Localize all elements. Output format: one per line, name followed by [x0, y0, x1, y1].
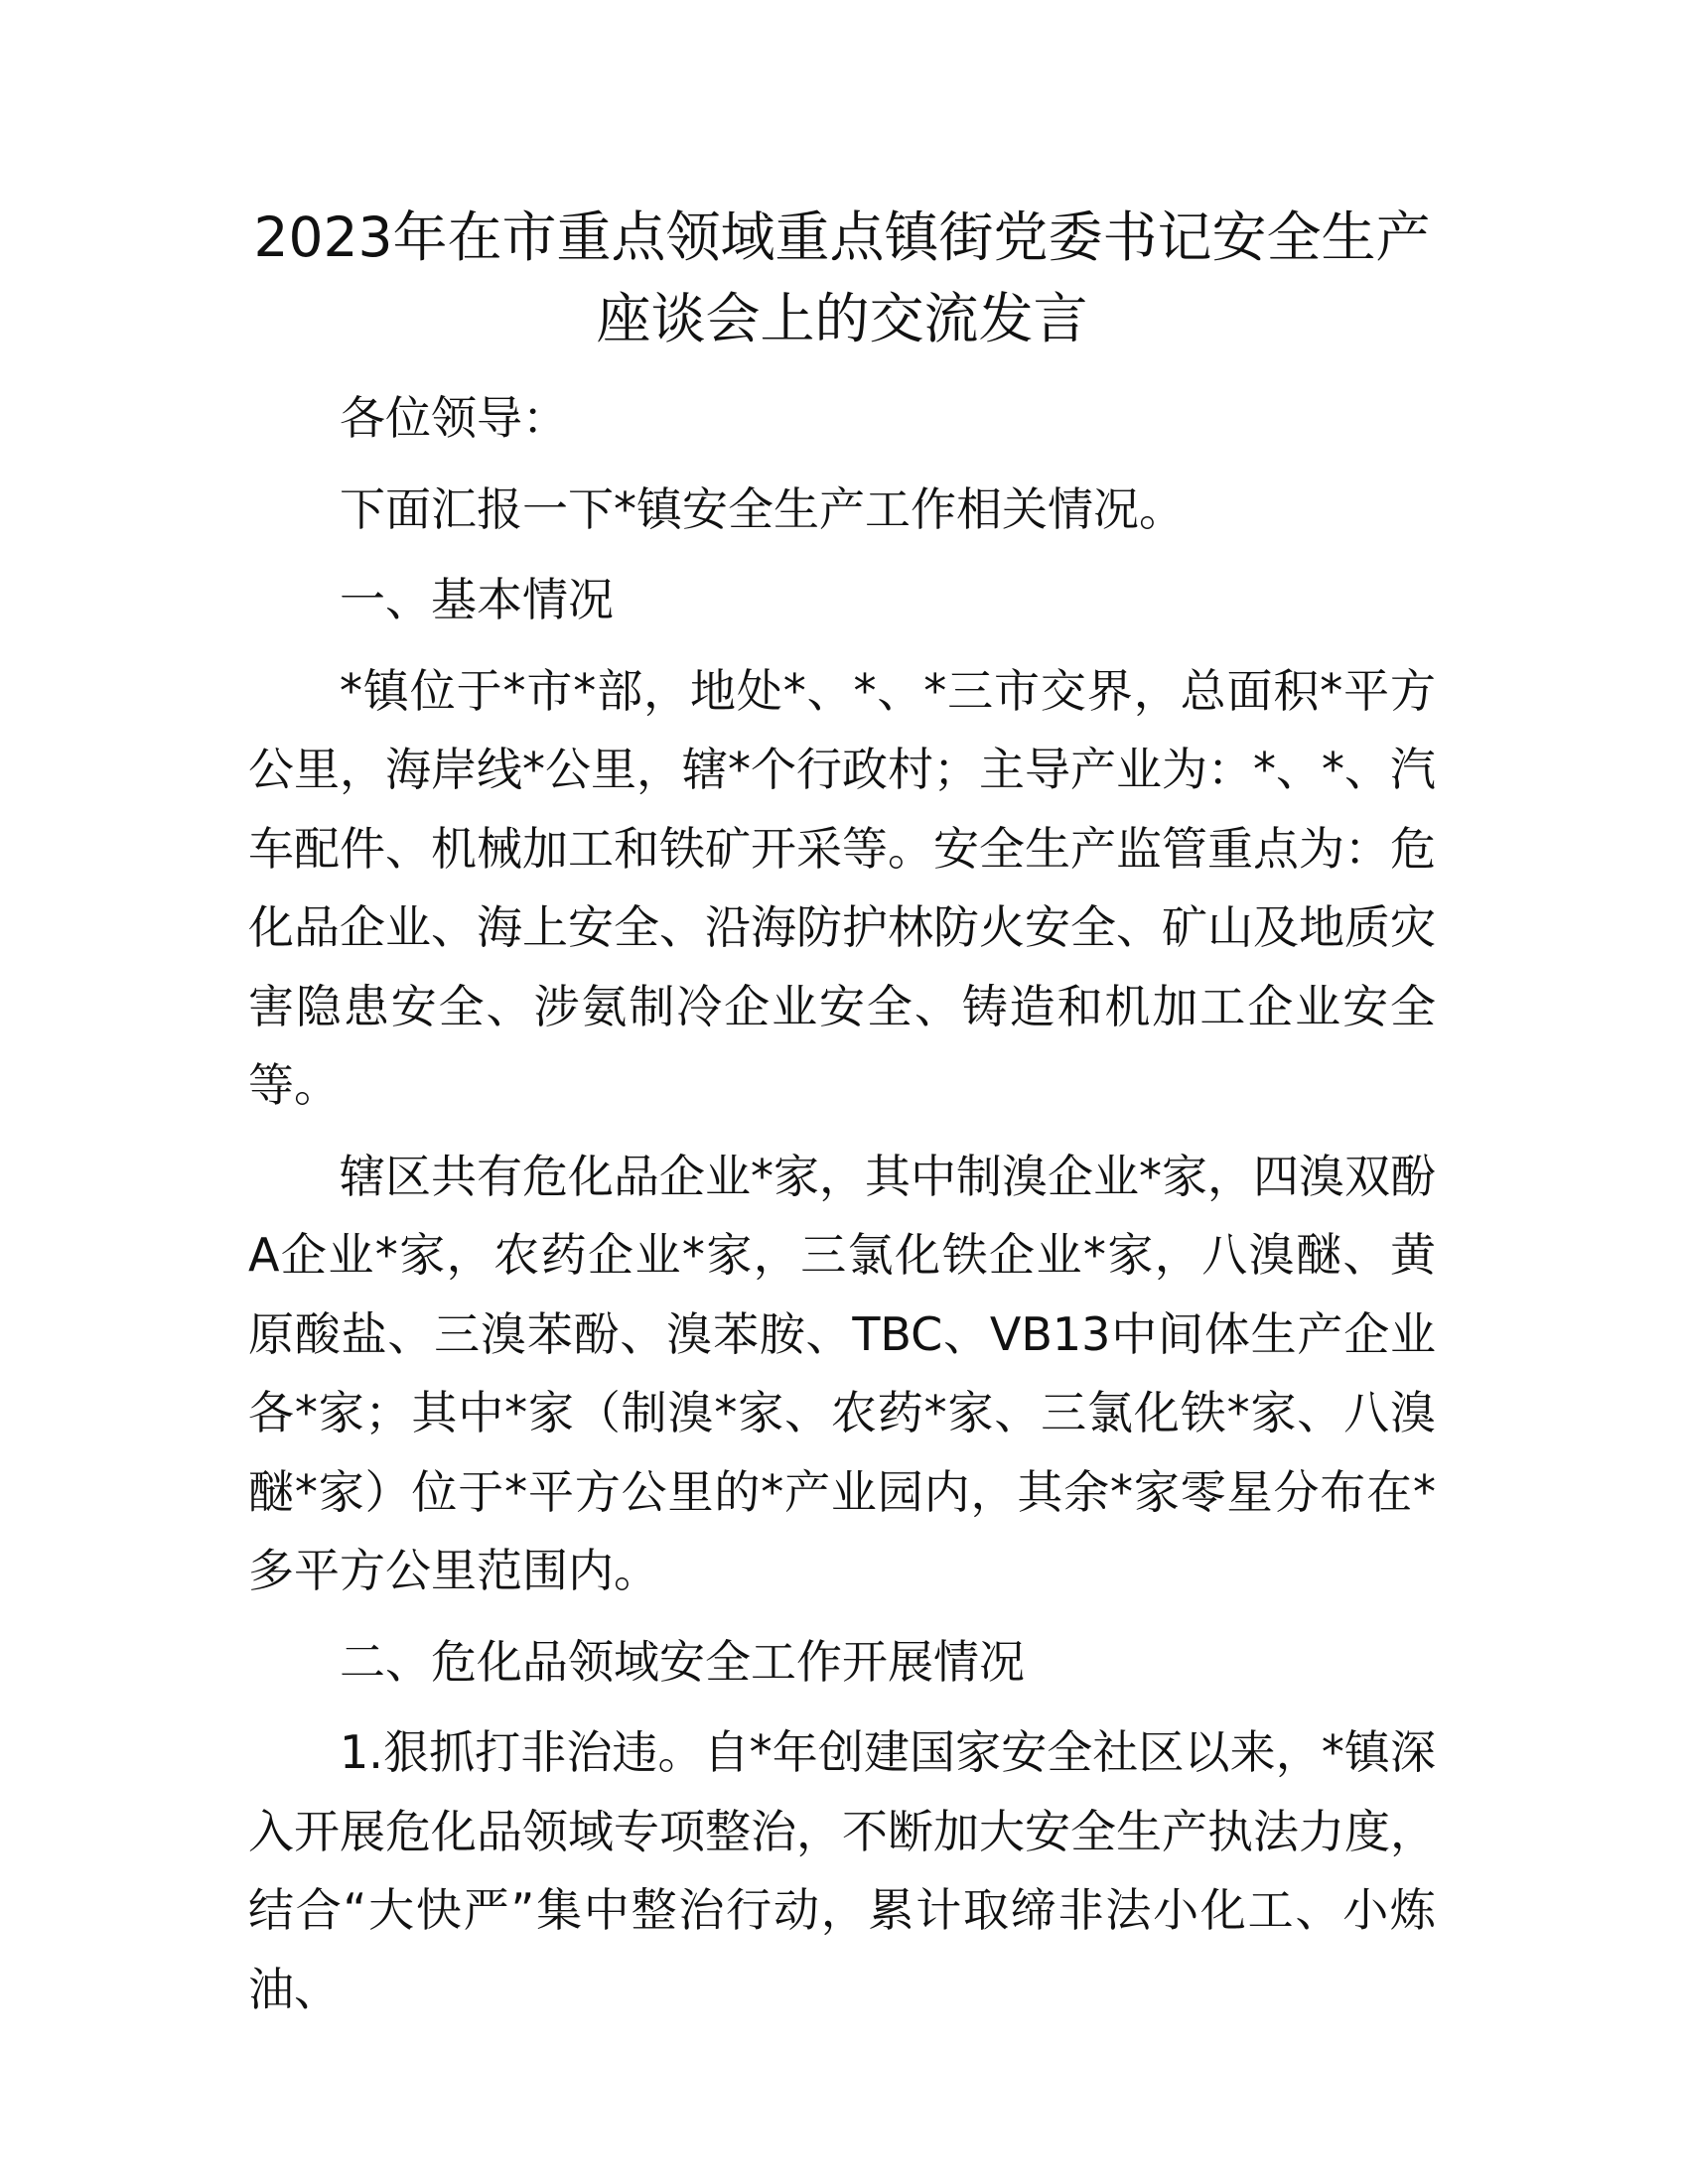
document-title: 2023年在市重点领域重点镇街党委书记安全生产座谈会上的交流发言 [253, 205, 1431, 350]
section-heading-safety-work: 二、危化品领域安全工作开展情况 [340, 1634, 1025, 1689]
salutation: 各位领导： [340, 391, 568, 445]
paragraph-town-overview: *镇位于*市*部，地处*、*、*三市交界，总面积*平方公里，海岸线*公里，辖*个行政村；主导产业为：*、*、汽车配件、机械加工和铁矿开采等。安全生产监管重点为：危化品企业、海上安全、沿海防护林防火安全、矿山及地质灾害隐患安全、涉氨制冷企业安全、铸造和机加工企业安全等。 [248, 663, 1436, 1112]
paragraph-hazardous-enterprises: 辖区共有危化品企业*家，其中制溴企业*家，四溴双酚A企业*家，农药企业*家，三氯化铁企业*家，八溴醚、黄原酸盐、三溴苯酚、溴苯胺、TBC、VB13中间体生产企业各*家；其中*家（制溴*家、农药*家、三氯化铁*家、八溴醚*家）位于*平方公里的*产业园内，其余*家零星分布在*多平方公里范围内。 [248, 1149, 1436, 1597]
paragraph-crackdown: 1.狠抓打非治违。自*年创建国家安全社区以来，*镇深入开展危化品领域专项整治，不断加大安全生产执法力度，结合“大快严”集中整治行动，累计取缔非法小化工、小炼油、 [248, 1725, 1436, 2016]
section-heading-basic-situation: 一、基本情况 [340, 573, 614, 626]
document-body [248, 197, 1436, 2041]
intro-paragraph: 下面汇报一下*镇安全生产工作相关情况。 [340, 481, 1185, 536]
